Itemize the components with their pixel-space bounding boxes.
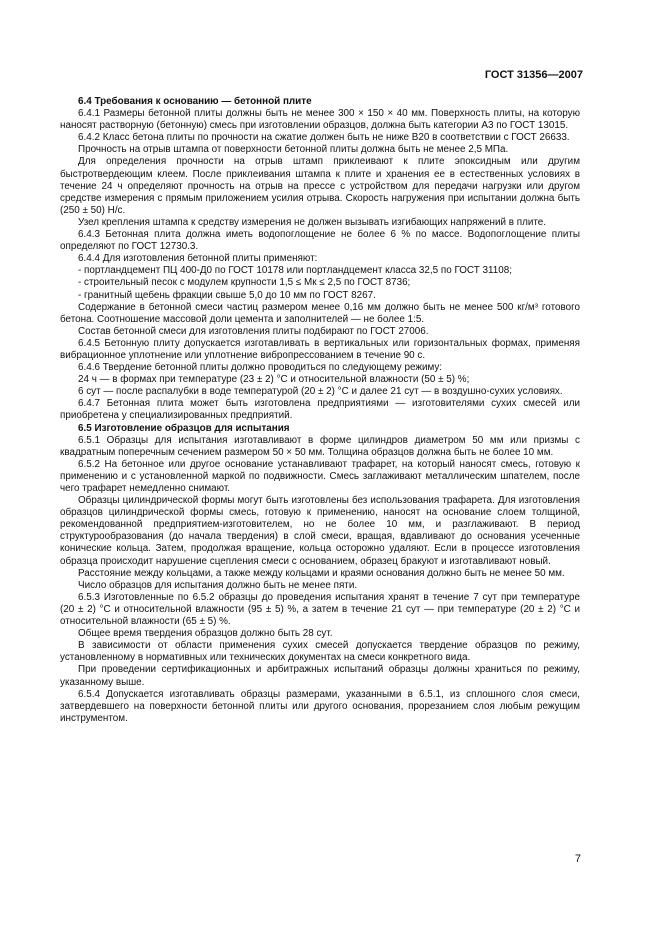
document-body: [60, 96, 580, 725]
paragraph: 6.5.4 Допускается изготавливать образцы размерами, указанными в 6.5.1, из сплошного слоя смеси, затвердевшего на поверхности бетонной плиты или другого основания, прорезанием слоя любым режущим инструментом.: [60, 688, 580, 724]
paragraph: Число образцов для испытания должно быть не менее пяти.: [78, 579, 358, 591]
paragraph: При проведении сертификационных и арбитражных испытаний образцы должны храниться по режиму, указанному выше.: [60, 664, 580, 688]
paragraph: 6.4.5 Бетонную плиту допускается изготавливать в вертикальных или горизонтальных формах, применяя вибрационное уплотнение или уплотнение вибропрессованием в течение 90 с.: [60, 337, 580, 361]
paragraph: Содержание в бетонной смеси частиц размером менее 0,16 мм должно быть не менее 500 кг/м³ готового бетона. Соотношение массовой доли цемента и заполнителей — не более 1:5.: [60, 301, 580, 325]
paragraph: 24 ч — в формах при температуре (23 ± 2) °С и относительной влажности (50 ± 5) %;: [78, 374, 470, 386]
paragraph: 6 сут — после распалубки в воде температурой (20 ± 2) °С и далее 21 сут — в воздушно-сухих условиях.: [78, 386, 563, 398]
paragraph: Узел крепления штампа к средству измерения не должен вызывать изгибающих напряжений в плите.: [78, 216, 547, 228]
paragraph: 6.4.4 Для изготовления бетонной плиты применяют:: [78, 253, 318, 265]
paragraph: Для определения прочности на отрыв штамп приклеивают к плите эпоксидным или другим быстротвердеющим клеем. После приклеивания штампа к плите и хранения ее в естественных условиях в течение 24 ч определяют прочность на отрыв на прессе с устройством для передачи нагрузки или другом средстве измерения с прямым приложением усилия отрыва. Скорость нагружения при испытании должна быть (250 ± 50) Н/с.: [60, 156, 580, 216]
paragraph: Прочность на отрыв штампа от поверхности бетонной плиты должна быть не менее 2,5 МПа.: [78, 144, 509, 156]
paragraph: 6.5.2 На бетонное или другое основание устанавливают трафарет, на который наносят смесь, готовую к применению и с установленной маркой по подвижности. Смесь заглаживают металлическим шпателем, после чего трафарет немедленно снимают.: [60, 458, 580, 494]
list-item: - гранитный щебень фракции свыше 5,0 до 10 мм по ГОСТ 8267.: [78, 289, 376, 301]
list-item: - строительный песок с модулем крупности 1,5 ≤ Mк ≤ 2,5 по ГОСТ 8736;: [78, 277, 411, 289]
paragraph: 6.4.7 Бетонная плита может быть изготовлена предприятиями — изготовителями сухих смесей или приобретена у специализированных предприятий.: [60, 398, 580, 422]
paragraph: Образцы цилиндрической формы могут быть изготовлены без использования трафарета. Для изготовления образцов цилиндрической формы смесь, готовую к применению, наносят на основание слоем толщиной, рекомендованной предприятием-изготовителем, но не более 10 мм, и разглаживают. В период структурообразования (до начала твердения) в слой смеси, вращая, вдавливают до основания усеченные конические кольца. Затем, продолжая вращение, кольца осторожно удаляют. Если в процессе изготовления образца происходит нарушение сцепления смеси с основанием, образец бракуют и изготавливают новый.: [60, 495, 580, 567]
page-number: 7: [574, 853, 581, 865]
paragraph: 6.4.1 Размеры бетонной плиты должны быть не менее 300 × 150 × 40 мм. Поверхность плиты, на которую наносят растворную (бетонную) смесь при изготовлении образцов, должна быть категории А3 по ГОСТ 13015.: [60, 108, 580, 132]
paragraph: 6.5.3 Изготовленные по 6.5.2 образцы до проведения испытания хранят в течение 7 сут при температуре (20 ± 2) °С и относительной влажности (95 ± 5) %, а затем в течение 21 сут — при температуре (20 ± 2) °С и относительной влажности (65 ± 5) %.: [60, 591, 580, 628]
paragraph: Состав бетонной смеси для изготовления плиты подбирают по ГОСТ 27006.: [78, 325, 429, 337]
section-heading: 6.5 Изготовление образцов для испытания: [78, 422, 290, 434]
document-header: ГОСТ 31356—2007: [484, 69, 583, 81]
paragraph: 6.5.1 Образцы для испытания изготавливают в форме цилиндров диаметром 50 мм или призмы с квадратным поперечным сечением размером 50 × 50 мм. Толщина образцов должна быть не более 10 мм.: [60, 434, 580, 458]
section-heading: 6.4 Требования к основанию — бетонной плите: [78, 96, 312, 107]
list-item: - портландцемент ПЦ 400-Д0 по ГОСТ 10178 или портландцемент класса 32,5 по ГОСТ 31108;: [78, 265, 512, 277]
paragraph: 6.4.2 Класс бетона плиты по прочности на сжатие должен быть не ниже В20 в соответствии с ГОСТ 26633.: [78, 132, 570, 144]
paragraph: 6.4.6 Твердение бетонной плиты должно проводиться по следующему режиму:: [78, 362, 443, 374]
paragraph: Общее время твердения образцов должно быть 28 сут.: [78, 628, 333, 640]
paragraph: Расстояние между кольцами, а также между кольцами и краями основания должно быть не менее 50 мм.: [78, 567, 565, 579]
paragraph: В зависимости от области применения сухих смесей допускается твердение образцов по режиму, установленному в нормативных или технических документах на смеси конкретного вида.: [60, 640, 580, 664]
paragraph: 6.4.3 Бетонная плита должна иметь водопоглощение не более 6 % по массе. Водопоглощение плиты определяют по ГОСТ 12730.3.: [60, 229, 580, 253]
